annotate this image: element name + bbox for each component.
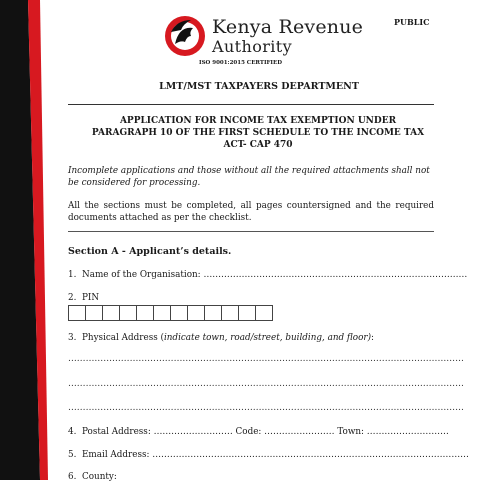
- physical-address-line[interactable]: ………………………………………………………………………………………………………………………: [68, 403, 464, 413]
- field-label: Postal Address: ……………………… Code: …………………… Town: ……………………….: [82, 427, 449, 437]
- pin-char-box[interactable]: [204, 305, 222, 321]
- pin-char-box[interactable]: [68, 305, 86, 321]
- field-label: PIN: [82, 293, 100, 303]
- county-field[interactable]: [68, 472, 117, 482]
- incomplete-applications-notice: Incomplete applications and those without all the required attachments shall not be considered for processing.: [68, 166, 430, 188]
- field-label: County:: [82, 472, 117, 482]
- pin-field-label: [68, 293, 99, 303]
- title-line: ACT- CAP 470: [223, 140, 293, 150]
- field-number: 3.: [68, 333, 77, 343]
- pin-char-box[interactable]: [170, 305, 188, 321]
- email-address-field[interactable]: [68, 450, 469, 460]
- pin-char-box[interactable]: [238, 305, 256, 321]
- header-divider: [68, 104, 434, 105]
- pin-char-box[interactable]: [119, 305, 137, 321]
- field-number: 5.: [68, 450, 77, 460]
- pin-char-box[interactable]: [153, 305, 171, 321]
- completion-instructions: All the sections must be completed, all pages countersigned and the required documents attached as per the checklist.: [68, 201, 434, 223]
- decorative-black-stripe: [0, 0, 48, 480]
- field-label: Name of the Organisation: ………………………………………………………………………………: [82, 270, 468, 280]
- pin-char-box[interactable]: [136, 305, 154, 321]
- field-number: 4.: [68, 427, 77, 437]
- logo-wordmark-line2: Authority: [212, 37, 293, 56]
- field-number: 6.: [68, 472, 77, 482]
- pin-input-boxes[interactable]: [68, 305, 273, 321]
- organisation-name-field[interactable]: [68, 270, 467, 280]
- field-number: 1.: [68, 270, 77, 280]
- lion-emblem-icon: [163, 14, 207, 58]
- field-label: Physical Address (: [82, 333, 164, 343]
- field-label: Email Address: ………………………………………………………………………………………………: [82, 450, 469, 460]
- field-number: 2.: [68, 293, 77, 303]
- pin-char-box[interactable]: [187, 305, 205, 321]
- pin-char-box[interactable]: [102, 305, 120, 321]
- pin-char-box[interactable]: [221, 305, 239, 321]
- iso-certification: ISO 9001:2015 CERTIFIED: [199, 60, 282, 66]
- field-label-hint: indicate town, road/street, building, and floor): [163, 333, 372, 343]
- logo-wordmark-line1: Kenya Revenue: [212, 16, 364, 38]
- physical-address-line[interactable]: ………………………………………………………………………………………………………………………: [68, 379, 464, 389]
- postal-address-field[interactable]: [68, 427, 449, 437]
- section-divider: [68, 231, 434, 232]
- title-line: PARAGRAPH 10 OF THE FIRST SCHEDULE TO THE INCOME TAX: [91, 128, 425, 138]
- title-line: APPLICATION FOR INCOME TAX EXEMPTION UNDER: [119, 116, 397, 126]
- form-title: [68, 115, 448, 151]
- physical-address-label: [68, 333, 374, 343]
- pin-char-box[interactable]: [255, 305, 273, 321]
- physical-address-line[interactable]: ………………………………………………………………………………………………………………………: [68, 354, 464, 364]
- pin-char-box[interactable]: [85, 305, 103, 321]
- section-a-heading: Section A - Applicant’s details.: [68, 246, 232, 257]
- classification-label: PUBLIC: [394, 17, 430, 27]
- department-heading: LMT/MST TAXPAYERS DEPARTMENT: [159, 81, 359, 92]
- field-label-suffix: :: [371, 333, 375, 343]
